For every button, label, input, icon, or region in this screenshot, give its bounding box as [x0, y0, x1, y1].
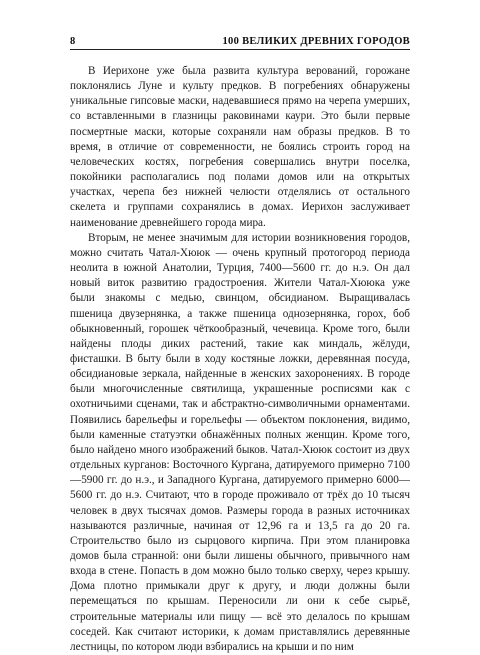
running-header	[70, 33, 410, 47]
header-rule	[70, 49, 410, 50]
body-text	[70, 64, 410, 655]
page-number: 8	[70, 36, 76, 47]
book-title: 100 ВЕЛИКИХ ДРЕВНИХ ГОРОДОВ	[222, 36, 410, 47]
paragraph-jericho: В Иерихоне уже была развита культура верований, горожане поклонялись Луне и культу предков. В погребениях обнаружены уникальные гипсовые маски, надевавшиеся прямо на черепа умерших, со вставленными в глазницы раковинами каури. Это были первые посмертные маски, которые сохраняли нам образы предков. В то время, в отличие от современности, не боялись строить город на человеческих костях, погребения совершались внутри поселка, покойники располагались под полами домов или на открытых участках, черепа без нижней челюсти отделялись от остального скелета и группами сохранялись в домах. Иерихон заслуживает наименование древнейшего города мира.	[70, 65, 410, 229]
paragraph-catalhoyuk: Вторым, не менее значимым для истории возникновения городов, можно считать Чатал-Хююк — очень крупный протогород периода неолита в южной Анатолии, Турция, 7400—5600 гг. до н.э. Он дал новый виток развитию градостроения. Жители Чатал-Хююка уже были знакомы с медью, свинцом, обсидианом. Выращивалась пшеница двузернянка, а также пшеница однозернянка, горох, боб обыкновенный, горошек чёткообразный, чечевица. Кроме того, были найдены плоды диких растений, такие как миндаль, жёлуди, фисташки. В быту были в ходу костяные ложки, деревянная посуда, обсидиановые зеркала, найденные в женских захоронениях. В городе были многочисленные святилища, украшенные росписями как с охотничьими сценами, так и абстрактно-символичными орнаментами. Появились барельефы и горельефы — объектом поклонения, видимо, были каменные статуэтки обнажённых полных женщин. Кроме того, было найдено много изображений быков. Чатал-Хююк состоит из двух отдельных курганов: Восточного Кургана, датируемого примерно 7100—5900 гг. до н.э., и Западного Кургана, датируемого примерно 6000—5600 гг. до н.э. Считают, что в городе проживало от трёх до 10 тысяч человек в двух тысячах домов. Размеры города в разных источниках называются различные, начиная от 12,96 га и 13,5 га до 20 га. Строительство было из сырцового кирпича. При этом планировка домов была странной: они были лишены обычного, привычного нам входа в стене. Попасть в дом можно было только сверху, через крышу. Дома плотно примыкали друг к другу, и люди должны были перемещаться по крышам. Переносили ли они к себе сырьё, строительные материалы или пищу — всё это делалось по крышам соседей. Как считают историки, к домам приставлялись деревянные лестницы, по котором люди взбирались на крыши и по ним	[70, 231, 410, 653]
